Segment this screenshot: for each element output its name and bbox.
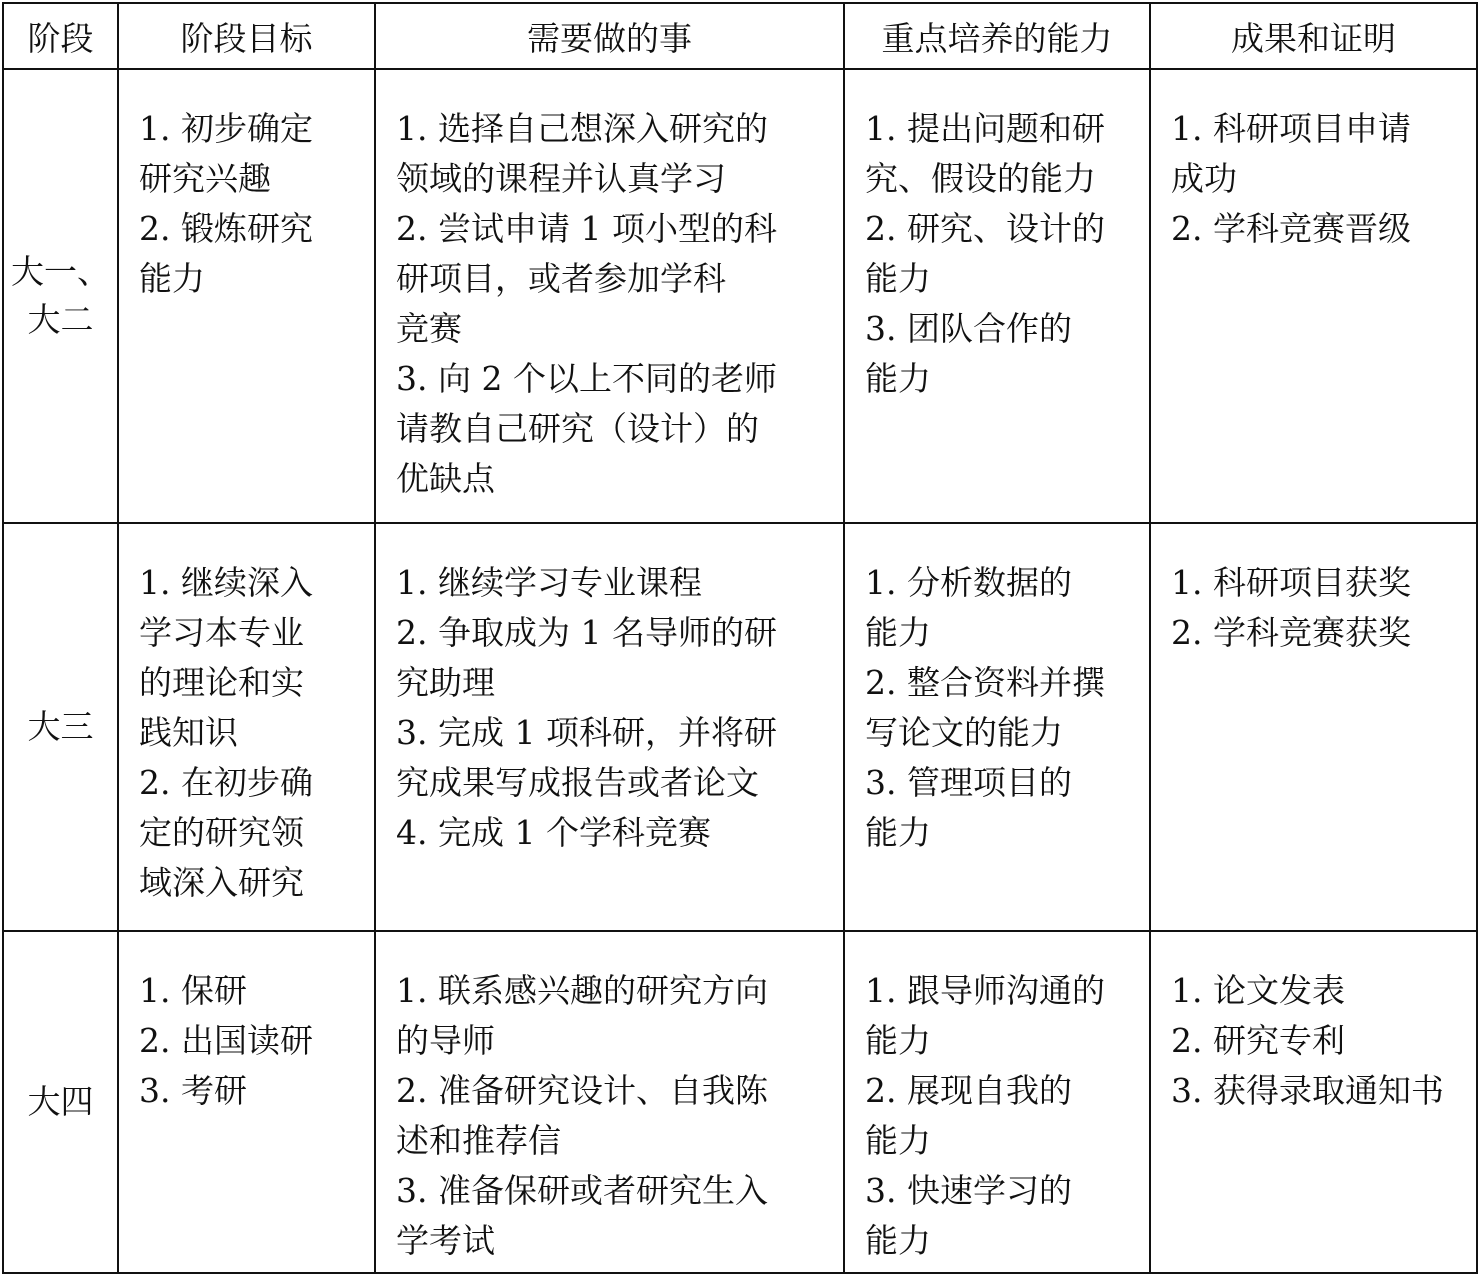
result-line: 1. 科研项目获奖 (1171, 563, 1411, 602)
ability-line: 能力 (865, 1121, 931, 1160)
header-stage: 阶段 (3, 3, 118, 69)
abilities-cell (844, 69, 1150, 523)
stage-label-line: 大四 (27, 1082, 94, 1121)
abilities-cell (844, 931, 1150, 1273)
abilities-cell (844, 523, 1150, 931)
header-goals: 阶段目标 (118, 3, 375, 69)
header-tasks: 需要做的事 (375, 3, 844, 69)
ability-line: 究、假设的能力 (865, 159, 1096, 198)
goal-line: 1. 保研 (139, 971, 247, 1010)
tasks-cell (375, 69, 844, 523)
result-line: 2. 学科竞赛获奖 (1171, 613, 1411, 652)
results-cell (1150, 69, 1477, 523)
goal-line: 域深入研究 (139, 863, 304, 902)
goal-line: 2. 出国读研 (139, 1021, 313, 1060)
task-line: 优缺点 (396, 459, 495, 498)
table-row (3, 931, 1477, 1273)
task-line: 学考试 (396, 1221, 495, 1260)
result-line: 1. 论文发表 (1171, 971, 1345, 1010)
ability-line: 2. 研究、设计的 (865, 209, 1105, 248)
ability-line: 能力 (865, 1021, 931, 1060)
goal-line: 1. 初步确定 (139, 109, 313, 148)
task-line: 4. 完成 1 个学科竞赛 (396, 813, 711, 852)
goal-line: 能力 (139, 259, 205, 298)
ability-line: 能力 (865, 813, 931, 852)
stage-label-line: 大一、 (11, 252, 110, 291)
task-line: 究成果写成报告或者论文 (396, 763, 759, 802)
goal-line: 定的研究领 (139, 813, 304, 852)
ability-line: 2. 展现自我的 (865, 1071, 1072, 1110)
result-line: 2. 研究专利 (1171, 1021, 1345, 1060)
task-line: 2. 争取成为 1 名导师的研 (396, 613, 777, 652)
study-plan-table (2, 2, 1478, 1274)
stage-cell (3, 931, 118, 1273)
tasks-cell (375, 523, 844, 931)
task-line: 究助理 (396, 663, 495, 702)
results-cell (1150, 523, 1477, 931)
table-row (3, 523, 1477, 931)
task-line: 领域的课程并认真学习 (396, 159, 726, 198)
goal-line: 践知识 (139, 713, 238, 752)
stage-label-line: 大二 (27, 300, 94, 339)
task-line: 研项目，或者参加学科 (396, 259, 726, 298)
ability-line: 1. 跟导师沟通的 (865, 971, 1105, 1010)
ability-line: 能力 (865, 613, 931, 652)
ability-line: 1. 提出问题和研 (865, 109, 1105, 148)
results-cell (1150, 931, 1477, 1273)
goal-line: 2. 在初步确 (139, 763, 313, 802)
goal-line: 2. 锻炼研究 (139, 209, 313, 248)
task-line: 3. 完成 1 项科研，并将研 (396, 713, 777, 752)
task-line: 2. 尝试申请 1 项小型的科 (396, 209, 777, 248)
task-line: 3. 准备保研或者研究生入 (396, 1171, 768, 1210)
task-line: 竞赛 (396, 309, 462, 348)
tasks-cell (375, 931, 844, 1273)
ability-line: 3. 团队合作的 (865, 309, 1072, 348)
stage-cell (3, 523, 118, 931)
task-line: 述和推荐信 (396, 1121, 561, 1160)
goals-cell (118, 523, 375, 931)
ability-line: 写论文的能力 (865, 713, 1063, 752)
result-line: 3. 获得录取通知书 (1171, 1071, 1444, 1110)
goal-line: 3. 考研 (139, 1071, 247, 1110)
goals-cell (118, 931, 375, 1273)
ability-line: 能力 (865, 359, 931, 398)
task-line: 的导师 (396, 1021, 495, 1060)
stage-cell (3, 69, 118, 523)
result-line: 1. 科研项目申请 (1171, 109, 1411, 148)
task-line: 1. 继续学习专业课程 (396, 563, 702, 602)
goal-line: 的理论和实 (139, 663, 304, 702)
header-abilities: 重点培养的能力 (844, 3, 1150, 69)
task-line: 请教自己研究（设计）的 (396, 409, 759, 448)
goal-line: 学习本专业 (139, 613, 304, 652)
stage-label-line: 大三 (27, 707, 94, 746)
header-row (3, 3, 1477, 69)
task-line: 2. 准备研究设计、自我陈 (396, 1071, 768, 1110)
task-line: 1. 联系感兴趣的研究方向 (396, 971, 768, 1010)
header-results: 成果和证明 (1150, 3, 1477, 69)
goals-cell (118, 69, 375, 523)
goal-line: 1. 继续深入 (139, 563, 313, 602)
result-line: 2. 学科竞赛晋级 (1171, 209, 1411, 248)
task-line: 1. 选择自己想深入研究的 (396, 109, 768, 148)
ability-line: 3. 快速学习的 (865, 1171, 1072, 1210)
result-line: 成功 (1171, 159, 1237, 198)
ability-line: 1. 分析数据的 (865, 563, 1072, 602)
task-line: 3. 向 2 个以上不同的老师 (396, 359, 777, 398)
ability-line: 能力 (865, 259, 931, 298)
ability-line: 能力 (865, 1221, 931, 1260)
ability-line: 3. 管理项目的 (865, 763, 1072, 802)
table-row (3, 69, 1477, 523)
goal-line: 研究兴趣 (139, 159, 271, 198)
ability-line: 2. 整合资料并撰 (865, 663, 1105, 702)
